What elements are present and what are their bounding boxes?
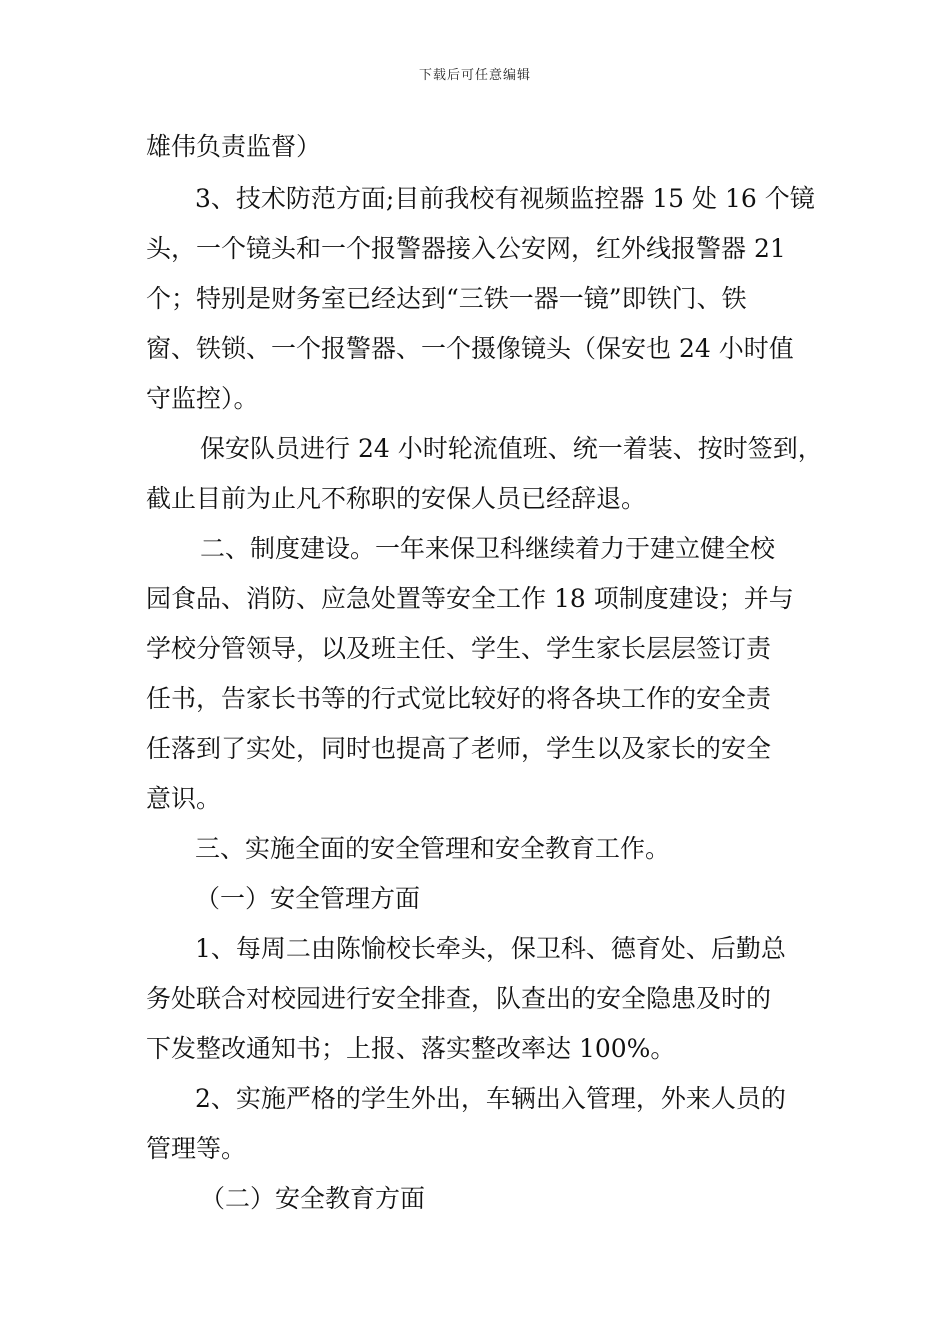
text-line: 意识。 [146,784,222,813]
text-line: 个；特别是财务室已经达到“三铁一器一镜”即铁门、铁 [146,284,747,313]
text-line: 雄伟负责监督） [146,132,322,161]
text-line: 窗、铁锁、一个报警器、一个摄像镜头（保安也 24 小时值 [146,334,794,363]
text-line: （一）安全管理方面 [195,884,421,913]
text-line: 3、技术防范方面;目前我校有视频监控器 15 处 16 个镜 [195,184,815,213]
text-line: 管理等。 [146,1134,247,1163]
text-line: 截止目前为止凡不称职的安保人员已经辞退。 [146,484,647,513]
text-line: 园食品、消防、应急处置等安全工作 18 项制度建设；并与 [146,584,794,613]
text-line: 守监控）。 [146,384,259,413]
text-line: 1、每周二由陈愉校长牵头，保卫科、德育处、后勤总 [195,934,786,963]
text-line: 务处联合对校园进行安全排查，队查出的安全隐患及时的 [146,984,772,1013]
text-line: 任书，告家长书等的行式觉比较好的将各块工作的安全责 [146,684,772,713]
text-line: 三、实施全面的安全管理和安全教育工作。 [195,834,671,863]
text-line: 任落到了实处，同时也提高了老师，学生以及家长的安全 [146,734,772,763]
text-line: 学校分管领导，以及班主任、学生、学生家长层层签订责 [146,634,772,663]
text-line: 保安队员进行 24 小时轮流值班、统一着装、按时签到， [200,434,823,463]
page-header: 下载后可任意编辑 [418,68,531,83]
text-line: （二）安全教育方面 [200,1184,426,1213]
text-line: 二、制度建设。一年来保卫科继续着力于建立健全校 [200,534,776,563]
text-line: 下发整改通知书；上报、落实整改率达 100%。 [146,1034,676,1063]
text-line: 2、实施严格的学生外出，车辆出入管理，外来人员的 [195,1084,786,1113]
text-line: 头，一个镜头和一个报警器接入公安网，红外线报警器 21 [146,234,786,263]
